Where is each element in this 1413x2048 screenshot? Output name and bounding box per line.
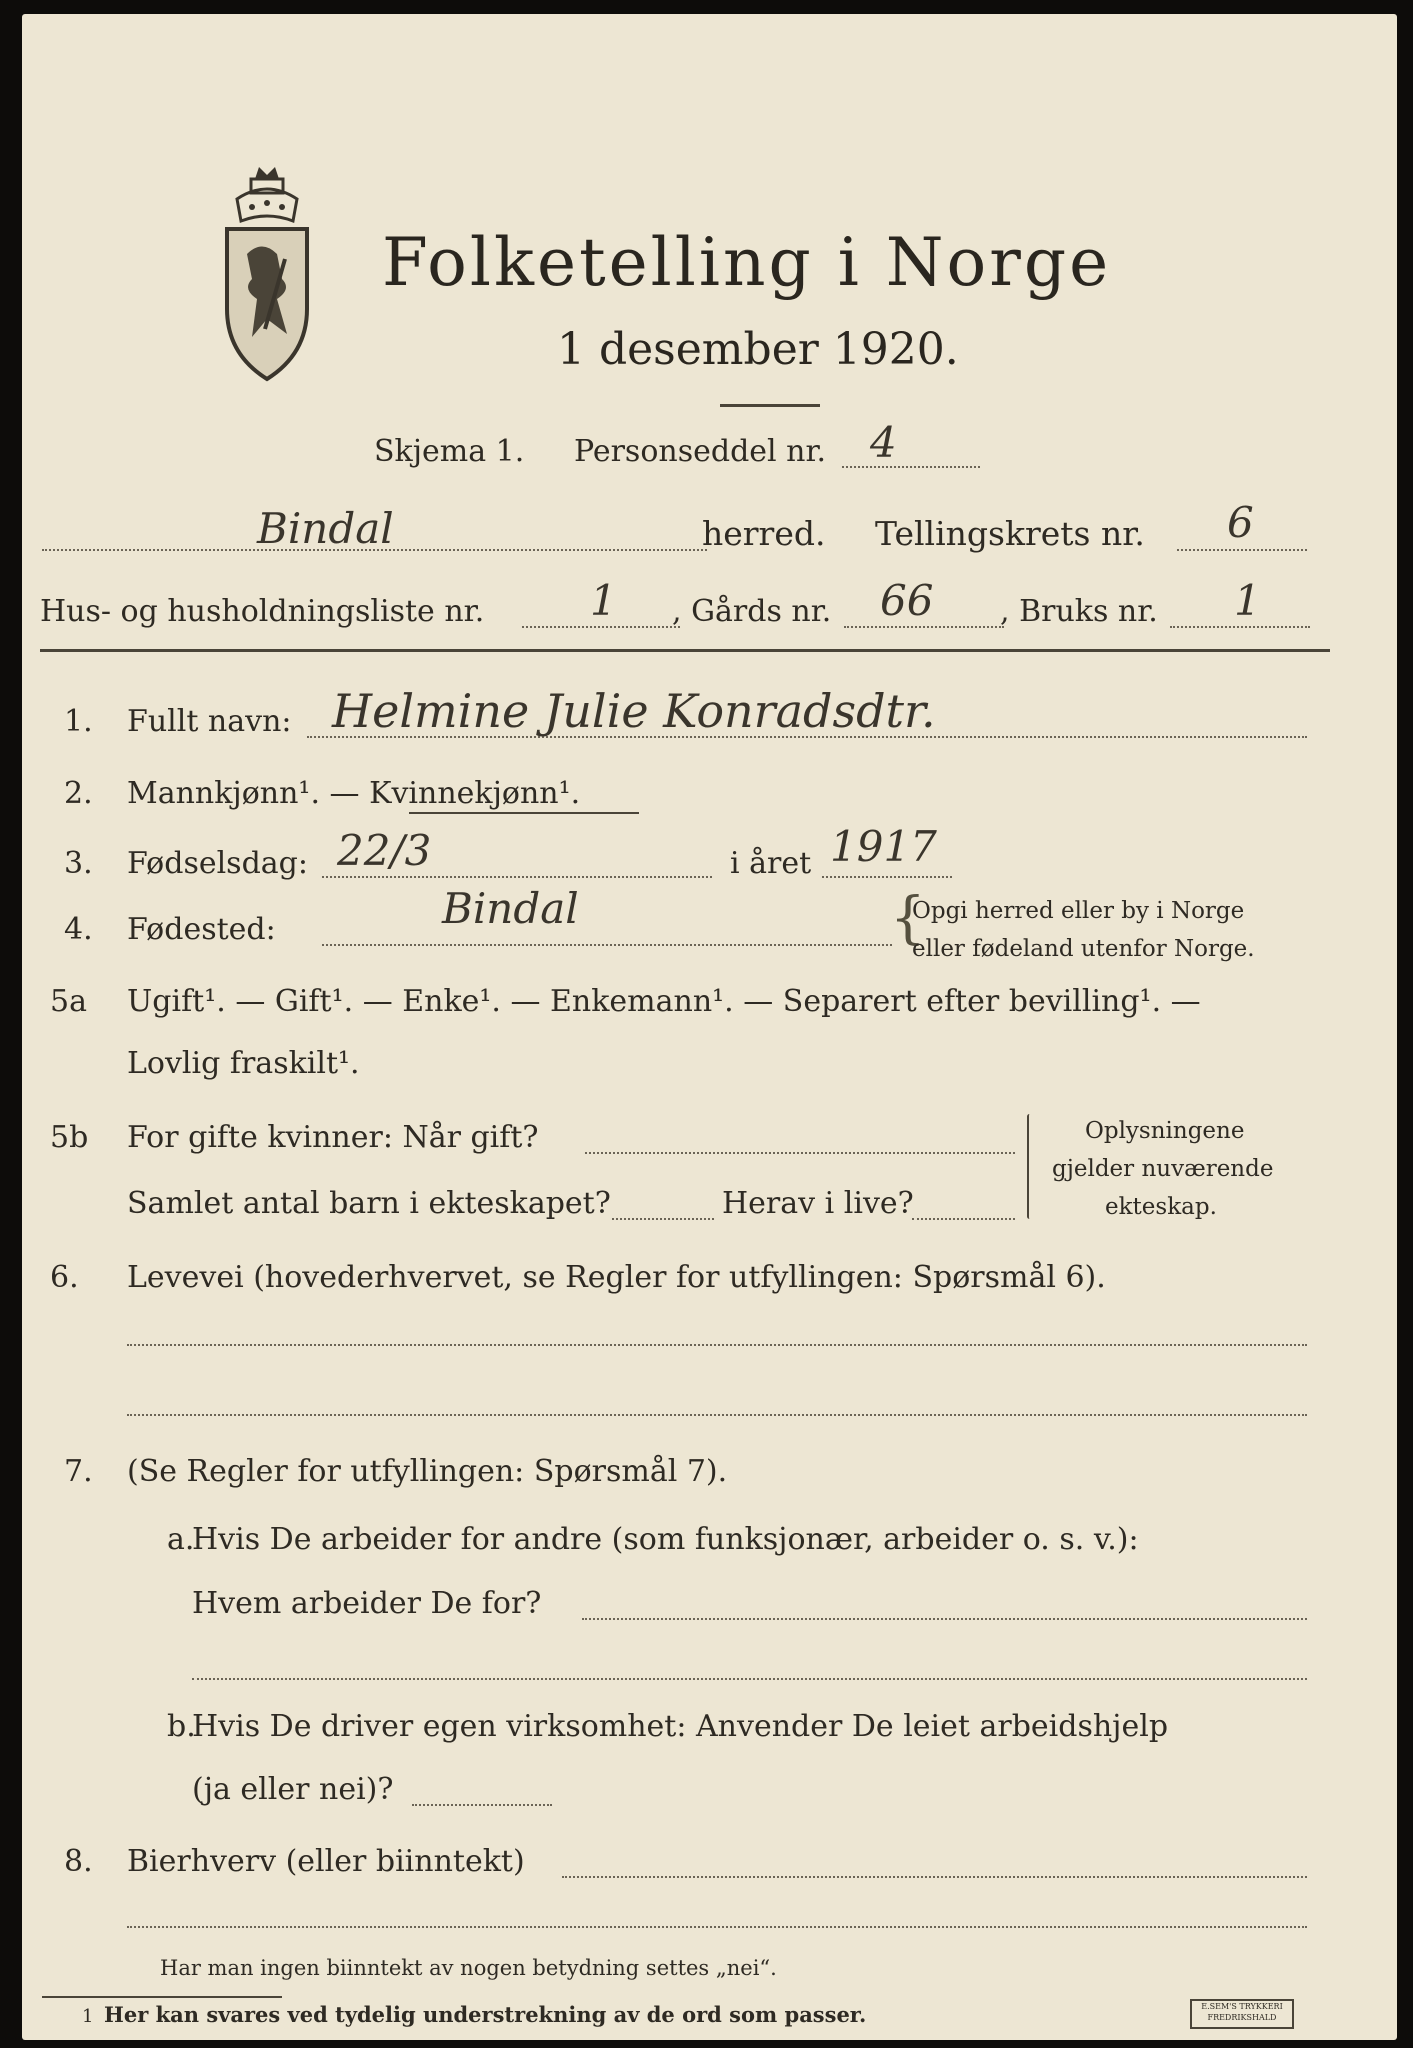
q5b-number: 5b <box>50 1120 89 1155</box>
q4-note-1: Opgi herred eller by i Norge <box>912 898 1245 924</box>
q1-value[interactable]: Helmine Julie Konradsdtr. <box>332 684 936 738</box>
gards-field-line <box>844 626 1004 628</box>
printer-stamp <box>1190 1999 1294 2029</box>
coat-of-arms-icon <box>207 159 327 384</box>
q4-value[interactable]: Bindal <box>442 884 579 933</box>
herred-value[interactable]: Bindal <box>257 504 394 553</box>
q7b-letter: b. <box>167 1709 196 1744</box>
title-divider <box>720 404 820 407</box>
bruks-value[interactable]: 1 <box>1234 576 1261 625</box>
footnote-text: Her kan svares ved tydelig understrekning av de ord som passer. <box>104 2002 867 2027</box>
census-form-page <box>22 14 1397 2040</box>
footnote-divider <box>42 1996 282 1998</box>
printer-stamp-line-2: FREDRIKSHALD <box>1207 2013 1277 2022</box>
footnote-number: 1 <box>82 2006 94 2027</box>
tellingskrets-label: Tellingskrets nr. <box>875 514 1145 553</box>
q7b-text: Hvis De driver egen virksomhet: Anvender De leiet arbeidshjelp <box>192 1709 1169 1744</box>
q8-field-line-1 <box>562 1876 1307 1878</box>
q7b-text-2: (ja eller nei)? <box>192 1772 394 1807</box>
hus-value[interactable]: 1 <box>590 576 617 625</box>
q2-underline-kvinnekjonn <box>409 812 639 814</box>
q4-note-2: eller fødeland utenfor Norge. <box>912 936 1255 962</box>
q7a-letter: a. <box>167 1522 195 1557</box>
q6-text: Levevei (hovederhvervet, se Regler for utfyllingen: Spørsmål 6). <box>127 1260 1106 1295</box>
personseddel-field-line <box>842 466 980 468</box>
hus-label: Hus- og husholdningsliste nr. <box>40 594 485 629</box>
q8-label: Bierhverv (eller biinntekt) <box>127 1844 525 1879</box>
q3-day-value[interactable]: 22/3 <box>337 826 432 875</box>
hus-field-line <box>522 626 680 628</box>
q5b-children-label: Samlet antal barn i ekteskapet? <box>127 1186 611 1221</box>
q5a-text-2: Lovlig fraskilt¹. <box>127 1046 360 1081</box>
q8-number: 8. <box>64 1844 93 1879</box>
bruks-field-line <box>1170 626 1310 628</box>
gards-label: , Gårds nr. <box>672 594 832 629</box>
personseddel-label: Personseddel nr. <box>574 434 827 469</box>
q5b-date-field-line <box>585 1152 1015 1154</box>
q5a-text: Ugift¹. — Gift¹. — Enke¹. — Enkemann¹. — Separert efter bevilling¹. — <box>127 984 1201 1019</box>
tellingskrets-field-line <box>1177 549 1307 551</box>
skjema-label: Skjema 1. <box>374 434 525 469</box>
q6-field-line-2 <box>127 1414 1307 1416</box>
q1-label: Fullt navn: <box>127 704 292 739</box>
q5a-number: 5a <box>50 984 87 1019</box>
q6-field-line-1 <box>127 1344 1307 1346</box>
form-date: 1 desember 1920. <box>557 324 959 375</box>
q5b-note-2: gjelder nuværende <box>1052 1156 1274 1182</box>
printer-stamp-line-1: E.SEM'S TRYKKERI <box>1201 2002 1283 2011</box>
q2-text: Mannkjønn¹. — Kvinnekjønn¹. <box>127 776 581 811</box>
q7a-field-line-2 <box>192 1678 1307 1680</box>
q5b-note-3: ekteskap. <box>1105 1194 1217 1220</box>
q3-day-field-line <box>322 876 712 878</box>
q5b-note-1: Oplysningene <box>1085 1118 1245 1144</box>
q7a-text-2: Hvem arbeider De for? <box>192 1586 542 1621</box>
q5b-alive-field-line <box>912 1218 1015 1220</box>
q7-text: (Se Regler for utfyllingen: Spørsmål 7). <box>127 1454 728 1489</box>
q5b-alive-label: Herav i live? <box>722 1186 914 1221</box>
q6-number: 6. <box>50 1260 79 1295</box>
q5b-children-field-line <box>612 1218 714 1220</box>
q3-year-field-line <box>822 876 952 878</box>
tellingskrets-value[interactable]: 6 <box>1227 498 1254 547</box>
herred-label: herred. <box>702 514 826 553</box>
q3-number: 3. <box>64 846 93 881</box>
q3-year-label: i året <box>730 846 812 881</box>
bruks-label: , Bruks nr. <box>1000 594 1158 629</box>
q7a-field-line-1 <box>582 1618 1307 1620</box>
q4-brace: { <box>890 886 926 951</box>
footer-note: Har man ingen biinntekt av nogen betydning settes „nei“. <box>160 1956 777 1980</box>
q7a-text: Hvis De arbeider for andre (som funksjonær, arbeider o. s. v.): <box>192 1522 1139 1557</box>
q7-number: 7. <box>64 1454 93 1489</box>
q2-number: 2. <box>64 776 93 811</box>
gards-value[interactable]: 66 <box>880 576 934 625</box>
q4-label: Fødested: <box>127 912 276 947</box>
q1-number: 1. <box>64 704 93 739</box>
header-divider <box>40 649 1330 652</box>
q5b-label: For gifte kvinner: Når gift? <box>127 1120 539 1155</box>
q5b-bracket <box>1027 1114 1032 1219</box>
form-title: Folketelling i Norge <box>382 224 1112 301</box>
personseddel-value[interactable]: 4 <box>870 418 897 467</box>
q3-year-value[interactable]: 1917 <box>830 822 937 871</box>
q4-number: 4. <box>64 912 93 947</box>
q8-field-line-2 <box>127 1926 1307 1928</box>
q7b-field-line <box>412 1804 552 1806</box>
q3-label: Fødselsdag: <box>127 846 308 881</box>
q4-field-line <box>322 944 892 946</box>
